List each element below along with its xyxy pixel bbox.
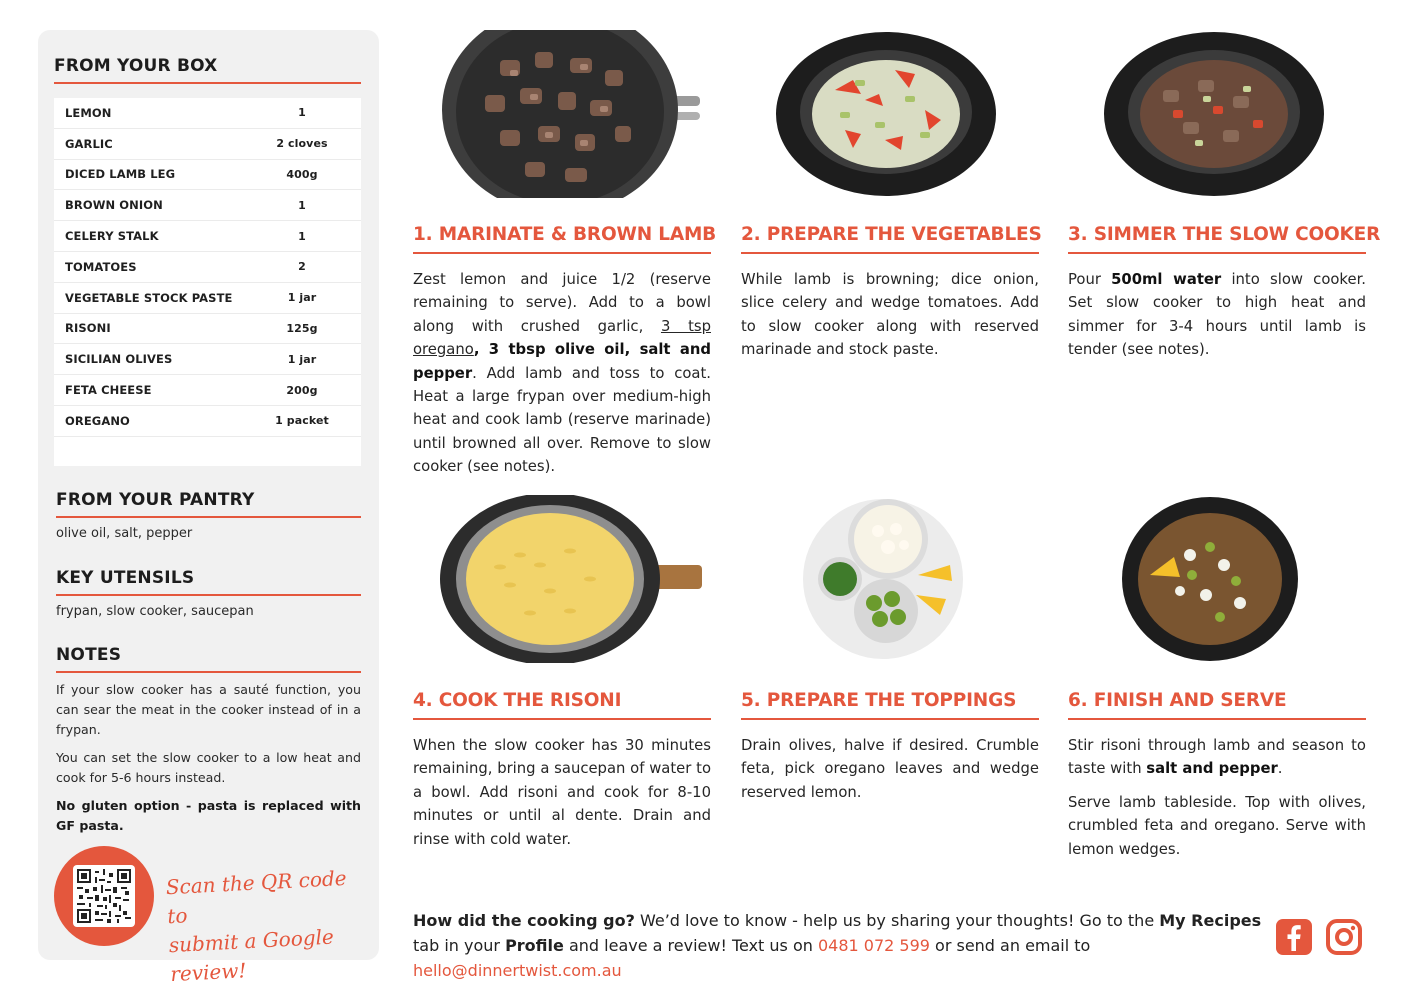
item-name: VEGETABLE STOCK PASTE (65, 290, 233, 305)
footer-phone-link[interactable]: 0481 072 599 (817, 936, 930, 955)
step-6-text (1068, 734, 1366, 861)
photo-risoni-strainer (440, 495, 702, 663)
table-row (54, 344, 361, 375)
from-your-pantry-heading: FROM YOUR PANTRY (56, 490, 361, 518)
step-6-text-d: Serve lamb tableside. Top with olives, crumbled feta and oregano. Serve with lemon wedges. (1068, 793, 1366, 858)
step-4-text: When the slow cooker has 30 minutes remaining, bring a saucepan of water to a bowl. Add risoni and cook for 8-10 minutes or until al dente. Drain and rinse with cold water. (413, 737, 711, 848)
item-qty: 1 jar (287, 352, 317, 366)
step-1-title: 1. MARINATE & BROWN LAMB (413, 224, 711, 254)
item-name: RISONI (65, 321, 111, 336)
table-row (54, 252, 361, 283)
photo-frypan-lamb (440, 30, 702, 198)
footer-text-a: We’d love to know - help us by sharing your thoughts! Go to the (634, 911, 1160, 930)
footer-text-d: or send an email to (929, 936, 1091, 955)
step-6-text-a: Stir risoni through lamb and season to taste with (1068, 737, 1366, 778)
table-row (54, 129, 361, 160)
step-5 (741, 690, 1039, 804)
item-qty: 400g (286, 167, 318, 181)
step-1-text-a: Zest lemon and juice 1/2 (reserve remaining to serve). Add to a bowl along with crushed garlic, (413, 271, 711, 335)
step-2-title: 2. PREPARE THE VEGETABLES (741, 224, 1039, 254)
table-row (54, 375, 361, 406)
item-name: SICILIAN OLIVES (65, 352, 173, 367)
item-name: OREGANO (65, 413, 130, 428)
step-6-text-c: . (1277, 760, 1283, 778)
item-qty: 1 (298, 198, 306, 212)
item-name: LEMON (65, 105, 112, 120)
step-6 (1068, 690, 1366, 871)
from-your-box-heading: FROM YOUR BOX (54, 56, 361, 84)
step-4-title: 4. COOK THE RISONI (413, 690, 711, 720)
item-qty: 200g (286, 383, 318, 397)
qr-code-icon[interactable] (73, 865, 135, 927)
step-3 (1068, 224, 1381, 362)
table-row (54, 221, 361, 252)
item-qty: 2 (298, 260, 306, 274)
step-6-title: 6. FINISH AND SERVE (1068, 690, 1366, 720)
key-utensils-heading: KEY UTENSILS (56, 568, 361, 596)
step-1 (413, 224, 717, 479)
item-name: CELERY STALK (65, 229, 159, 244)
photo-slow-cooker-vegetables (775, 30, 997, 198)
footer-question: How did the cooking go? (413, 911, 635, 930)
footer-my-recipes: My Recipes (1159, 911, 1262, 930)
note-2: You can set the slow cooker to a low heat and cook for 5-6 hours instead. (56, 750, 361, 785)
table-row (54, 98, 361, 129)
qr-badge[interactable] (54, 846, 154, 946)
step-5-text: Drain olives, halve if desired. Crumble feta, pick oregano leaves and wedge reserved lemon. (741, 737, 1039, 801)
step-3-text-c: into slow cooker. Set slow cooker to high heat and simmer for 3-4 hours until lamb is tender (see notes). (1068, 271, 1366, 359)
step-3-text-a: Pour (1068, 271, 1112, 288)
photo-toppings-plate (800, 495, 970, 663)
photo-finished-dish (1120, 495, 1300, 663)
table-row (54, 283, 361, 314)
footer-email-link[interactable]: hello@dinnertwist.com.au (413, 961, 622, 980)
qr-line-1: Scan the QR code to (165, 865, 348, 929)
item-name: DICED LAMB LEG (65, 167, 176, 182)
table-row (54, 160, 361, 191)
facebook-icon[interactable] (1275, 918, 1313, 956)
table-row (54, 314, 361, 345)
step-3-title: 3. SIMMER THE SLOW COOKER (1068, 224, 1366, 254)
notes-heading: NOTES (56, 645, 361, 673)
utensils-text: frypan, slow cooker, saucepan (56, 604, 254, 619)
pantry-text: olive oil, salt, pepper (56, 526, 193, 541)
item-name: GARLIC (65, 136, 113, 151)
step-3-text (1068, 268, 1366, 362)
table-row (54, 406, 361, 437)
item-name: FETA CHEESE (65, 383, 152, 398)
footer-profile: Profile (505, 936, 564, 955)
note-1: If your slow cooker has a sauté function, you can sear the meat in the cooker instead of in a frypan. (56, 682, 361, 737)
instagram-icon[interactable] (1325, 918, 1363, 956)
item-qty: 1 jar (287, 291, 317, 305)
ingredients-sidebar (38, 30, 379, 987)
item-name: BROWN ONION (65, 198, 163, 213)
step-4 (413, 690, 711, 851)
step-2 (741, 224, 1042, 362)
notes-body (56, 680, 361, 844)
qr-line-2: submit a Google review! (168, 924, 335, 987)
qr-review-prompt (165, 863, 371, 989)
step-1-text-d: . Add lamb and toss to coat. Heat a large frypan over medium-high heat and cook lamb (reserve marinade) until browned all over. Remove to slow cooker (see notes). (413, 364, 711, 476)
item-qty: 1 (298, 106, 306, 120)
table-row (54, 190, 361, 221)
item-qty: 125g (286, 321, 318, 335)
item-qty: 1 packet (275, 414, 329, 428)
footer-text-c: and leave a review! Text us on (563, 936, 818, 955)
note-3: No gluten option - pasta is replaced with GF pasta. (56, 798, 361, 833)
step-3-text-b: 500ml water (1111, 271, 1222, 288)
item-qty: 2 cloves (276, 137, 328, 151)
item-name: TOMATOES (65, 259, 137, 274)
step-6-text-b: salt and pepper (1146, 760, 1278, 778)
step-5-title: 5. PREPARE THE TOPPINGS (741, 690, 1039, 720)
item-qty: 1 (298, 229, 306, 243)
box-items-table (54, 98, 361, 466)
step-1-text-c: , 3 tbsp olive oil, salt and pepper (413, 341, 711, 382)
step-1-text-b: 3 tsp oregano (413, 317, 711, 359)
feedback-footer (413, 908, 1263, 983)
photo-slow-cooker-simmer (1103, 30, 1325, 198)
footer-text-b: tab in your (413, 936, 506, 955)
step-2-text: While lamb is browning; dice onion, slice celery and wedge tomatoes. Add to slow cooker along with reserved marinade and stock paste. (741, 271, 1039, 359)
step-1-text (413, 268, 711, 479)
